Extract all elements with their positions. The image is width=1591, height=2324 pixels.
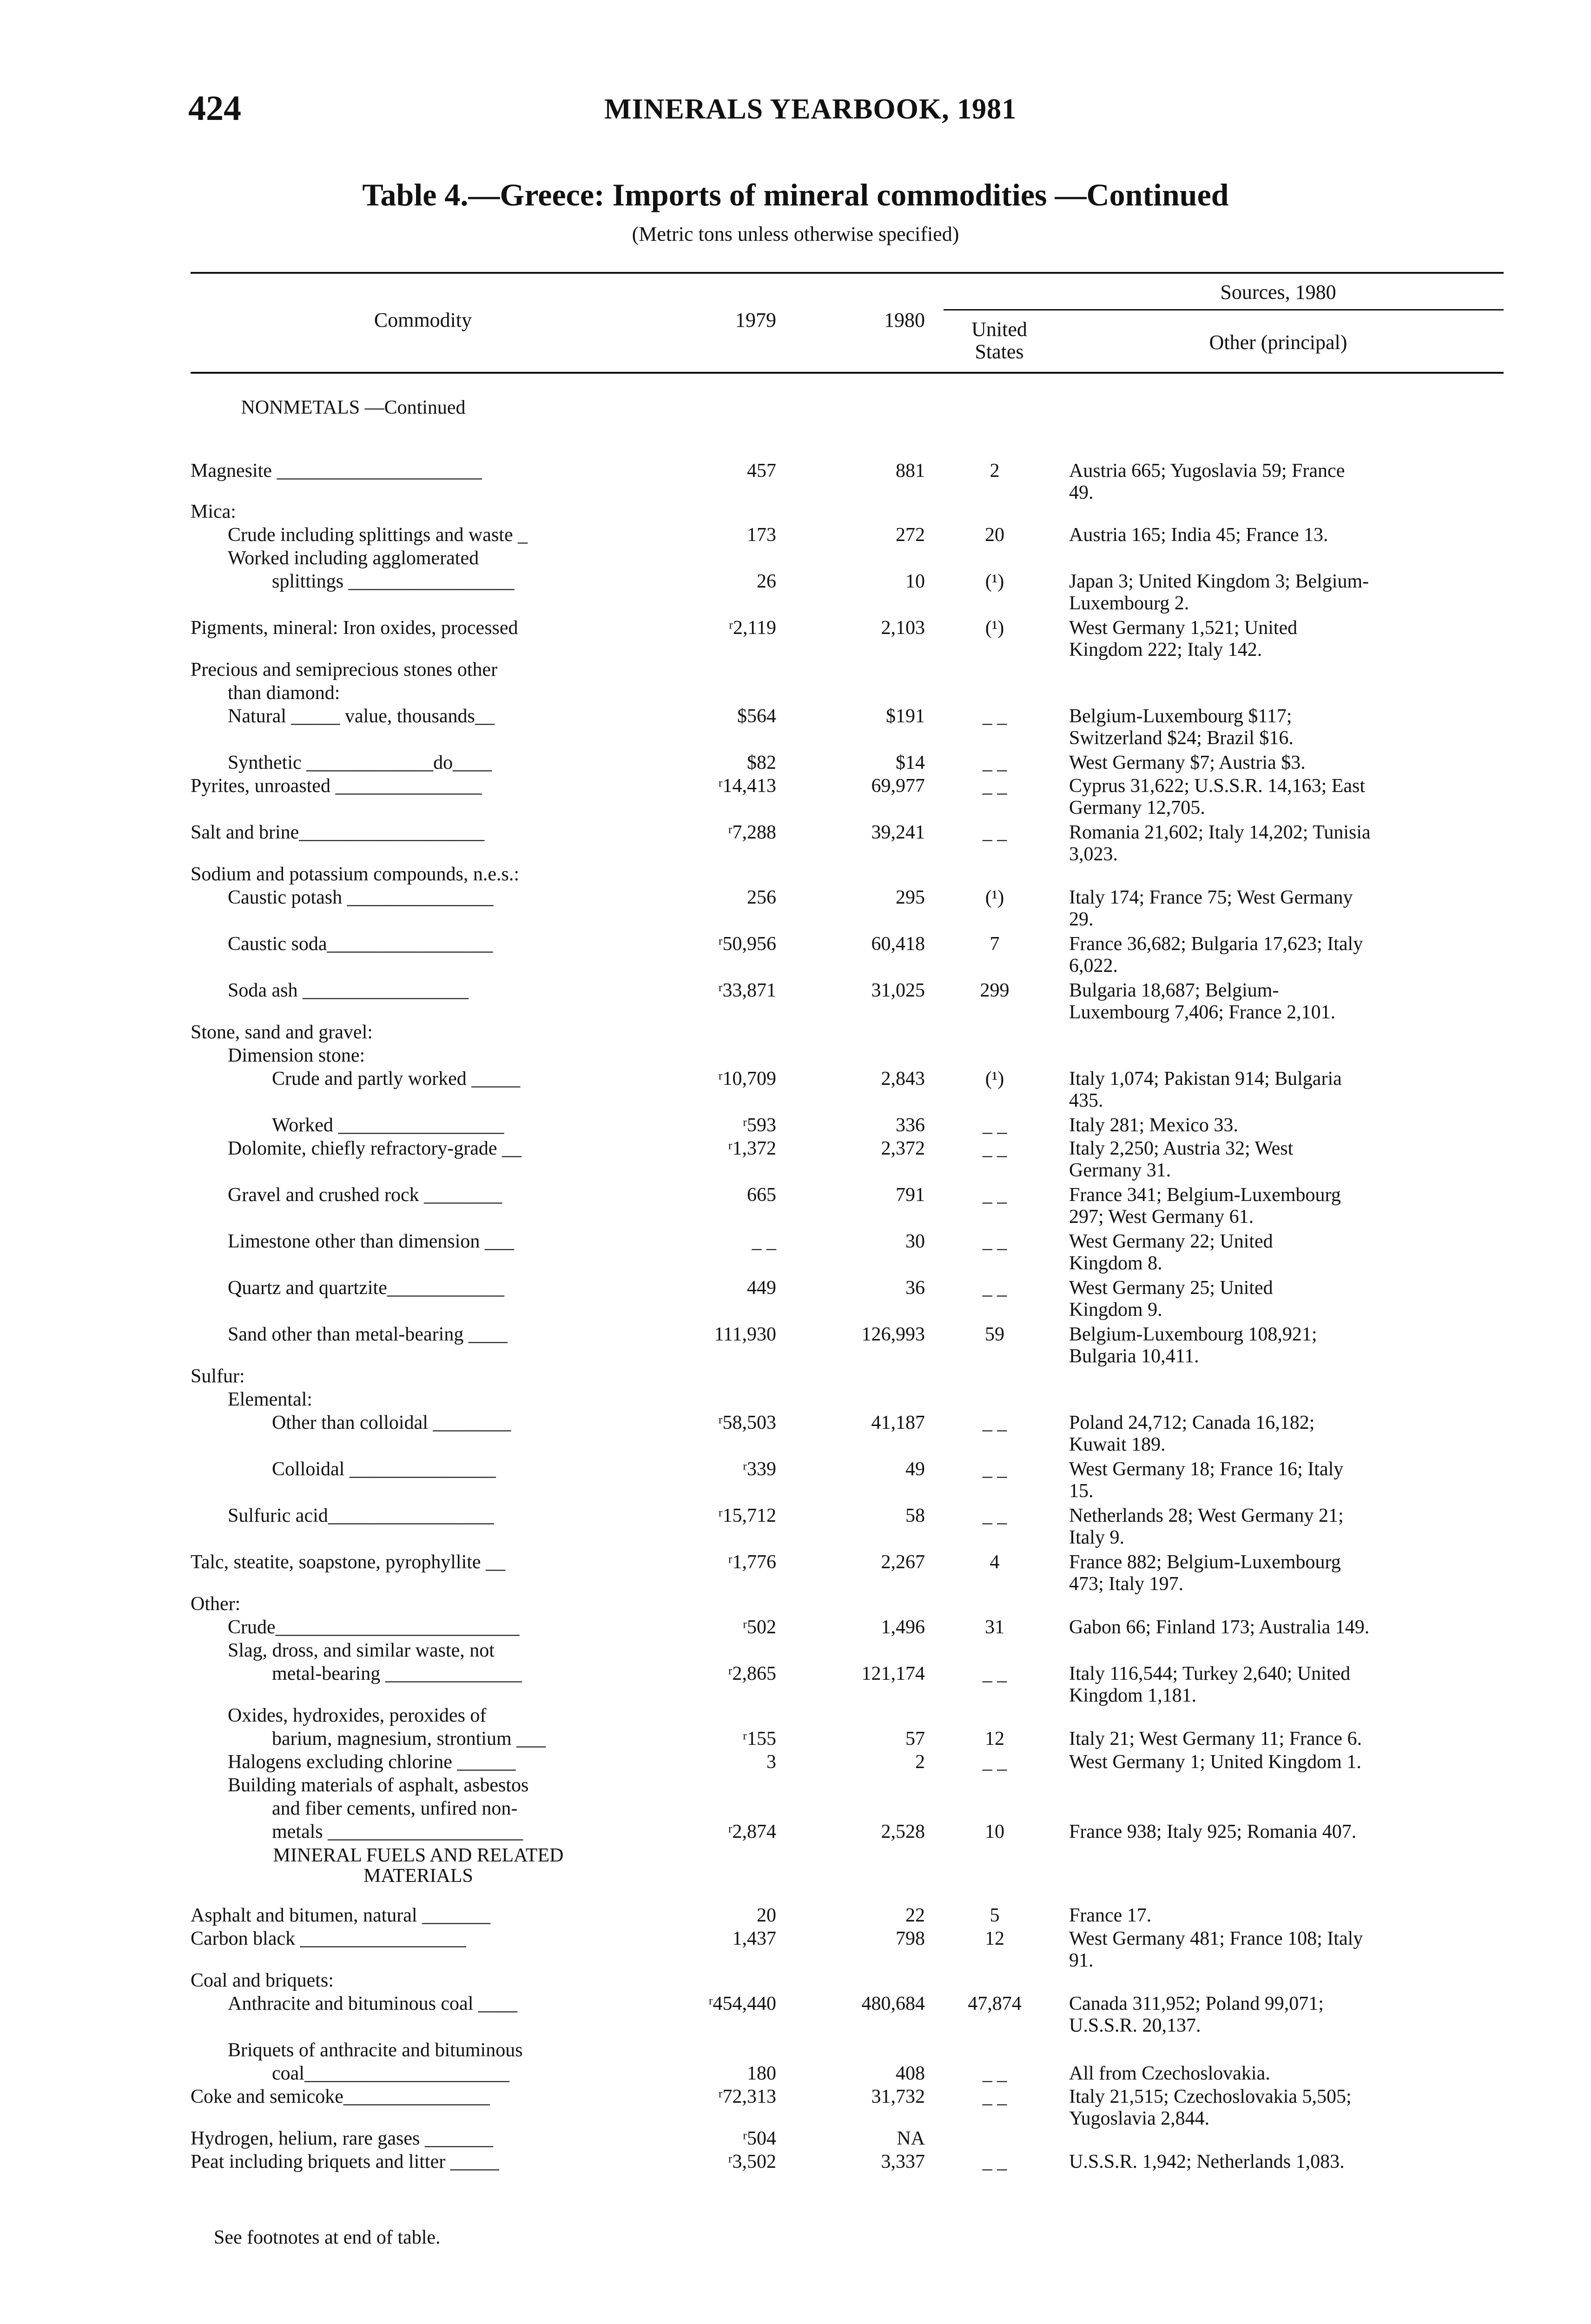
value-united-states: _ _: [982, 1277, 1007, 1299]
table-row: [0, 980, 1591, 1026]
commodity-label: Precious and semiprecious stones other: [191, 659, 498, 680]
other-sources: France 17.: [1069, 1905, 1152, 1926]
other-sources: Cyprus 31,622; U.S.S.R. 14,163; East Germany 12,705.: [1069, 775, 1366, 819]
commodity-label: Building materials of asphalt, asbestos: [228, 1775, 529, 1796]
table-row: [0, 1505, 1591, 1552]
commodity-label: Other than colloidal ________: [272, 1412, 511, 1433]
section-heading-row: [0, 397, 1591, 444]
value-united-states: 47,874: [968, 1993, 1022, 2014]
value-1979: ʳ2,119: [728, 617, 776, 639]
value-1979: $564: [737, 706, 776, 727]
table-row: [0, 617, 1591, 664]
other-sources: Belgium-Luxembourg 108,921; Bulgaria 10,411.: [1069, 1324, 1317, 1367]
value-united-states: _ _: [982, 1138, 1007, 1159]
value-united-states: 5: [990, 1905, 1000, 1926]
commodity-label: Other:: [191, 1593, 241, 1615]
other-sources: Canada 311,952; Poland 99,071; U.S.S.R. 20,137.: [1069, 1993, 1324, 2036]
value-1979: ʳ33,871: [718, 980, 776, 1001]
other-sources: West Germany 25; United Kingdom 9.: [1069, 1277, 1273, 1320]
commodity-label: Elemental:: [228, 1389, 312, 1410]
value-1979: 665: [747, 1184, 776, 1206]
value-1979: ʳ339: [742, 1459, 776, 1480]
value-united-states: 299: [980, 980, 1010, 1001]
commodity-label: Crude_________________________: [228, 1617, 520, 1638]
other-sources: All from Czechoslovakia.: [1069, 2063, 1270, 2084]
value-1979: ʳ10,709: [718, 1068, 776, 1089]
table-row: [0, 706, 1591, 752]
value-1980: 2: [915, 1751, 925, 1773]
table-row: [0, 1277, 1591, 1324]
value-united-states: _ _: [982, 1115, 1007, 1136]
table-row: [0, 775, 1591, 822]
other-sources: Italy 21,515; Czechoslovakia 5,505; Yugoslavia 2,844.: [1069, 2086, 1352, 2129]
value-1979: 449: [747, 1277, 776, 1299]
other-sources: Italy 21; West Germany 11; France 6.: [1069, 1728, 1362, 1750]
value-1979: 26: [757, 571, 776, 592]
other-sources: Italy 281; Mexico 33.: [1069, 1115, 1238, 1136]
commodity-label: Caustic potash _______________: [228, 887, 494, 908]
commodity-label: and fiber cements, unfired non-: [272, 1798, 518, 1819]
commodity-label: metal-bearing ______________: [272, 1663, 522, 1684]
value-1980: 2,103: [881, 617, 925, 639]
value-united-states: _ _: [982, 822, 1007, 843]
value-1980: 408: [896, 2063, 925, 2084]
value-1980: 3,337: [881, 2151, 925, 2172]
value-united-states: _ _: [982, 1505, 1007, 1526]
table-row: [0, 1993, 1591, 2040]
commodity-label: Dimension stone:: [228, 1045, 365, 1066]
value-united-states: _ _: [982, 2086, 1007, 2107]
table-row: [0, 1231, 1591, 1277]
commodity-label: Pyrites, unroasted _______________: [191, 775, 482, 797]
value-united-states: (¹): [985, 887, 1004, 908]
value-1979: 1,437: [732, 1928, 776, 1949]
value-united-states: 2: [990, 460, 1000, 482]
other-sources: Bulgaria 18,687; Belgium- Luxembourg 7,406; France 2,101.: [1069, 980, 1336, 1023]
value-united-states: 59: [985, 1324, 1004, 1345]
value-1979: 457: [747, 460, 776, 482]
header-united-states: United States: [971, 318, 1027, 363]
value-1979: 3: [766, 1751, 776, 1773]
other-sources: West Germany 22; United Kingdom 8.: [1069, 1231, 1273, 1274]
value-1980: 121,174: [861, 1663, 925, 1684]
table-row: [0, 1552, 1591, 1598]
value-united-states: _ _: [982, 2063, 1007, 2084]
commodity-label: Talc, steatite, soapstone, pyrophyllite __: [191, 1552, 506, 1573]
value-1980: 126,993: [861, 1324, 925, 1345]
value-1980: 41,187: [871, 1412, 925, 1433]
other-sources: Italy 116,544; Turkey 2,640; United Kingdom 1,181.: [1069, 1663, 1351, 1706]
value-united-states: _ _: [982, 1412, 1007, 1433]
commodity-label: Crude and partly worked _____: [272, 1068, 521, 1089]
table-subtitle: (Metric tons unless otherwise specified): [632, 223, 959, 245]
commodity-label: Worked _________________: [272, 1115, 504, 1136]
other-sources: France 36,682; Bulgaria 17,623; Italy 6,022.: [1069, 933, 1363, 977]
commodity-label: Oxides, hydroxides, peroxides of: [228, 1705, 487, 1726]
other-sources: Italy 174; France 75; West Germany 29.: [1069, 887, 1353, 930]
other-sources: West Germany $7; Austria $3.: [1069, 752, 1306, 773]
table-row: [0, 1459, 1591, 1505]
header-1980: 1980: [884, 309, 925, 331]
value-1980: 295: [896, 887, 925, 908]
value-1980: 272: [896, 524, 925, 546]
commodity-label: Sand other than metal-bearing ____: [228, 1324, 508, 1345]
commodity-label: Anthracite and bituminous coal ____: [228, 1993, 517, 2014]
value-1979: ʳ14,413: [718, 775, 776, 797]
value-united-states: _ _: [982, 775, 1007, 797]
value-united-states: _ _: [982, 752, 1007, 773]
value-1980: 49: [905, 1459, 925, 1480]
header-sources: Sources, 1980: [1220, 281, 1336, 304]
commodity-label: Colloidal _______________: [272, 1459, 496, 1480]
value-1979: ʳ15,712: [718, 1505, 776, 1526]
table-row: [0, 1068, 1591, 1115]
value-1980: 480,684: [861, 1993, 925, 2014]
commodity-label: Soda ash _________________: [228, 980, 469, 1001]
value-1979: ʳ504: [742, 2128, 776, 2149]
value-1979: 111,930: [714, 1324, 776, 1345]
value-1979: $82: [747, 752, 776, 773]
value-1980: 2,267: [881, 1552, 925, 1573]
commodity-label: than diamond:: [228, 682, 340, 704]
value-1980: 2,372: [881, 1138, 925, 1159]
value-united-states: _ _: [982, 1459, 1007, 1480]
value-1979: ʳ1,372: [728, 1138, 776, 1159]
section-heading: NONMETALS —Continued: [241, 397, 466, 418]
other-sources: West Germany 18; France 16; Italy 15.: [1069, 1459, 1344, 1502]
value-1980: 60,418: [871, 933, 925, 955]
other-sources: Japan 3; United Kingdom 3; Belgium- Luxembourg 2.: [1069, 571, 1369, 614]
value-1979: 180: [747, 2063, 776, 2084]
commodity-label: Magnesite _____________________: [191, 460, 482, 482]
value-united-states: 12: [985, 1728, 1004, 1750]
commodity-label: Stone, sand and gravel:: [191, 1022, 373, 1043]
other-sources: Gabon 66; Finland 173; Australia 149.: [1069, 1617, 1370, 1638]
value-united-states: _ _: [982, 1663, 1007, 1684]
other-sources: Austria 665; Yugoslavia 59; France 49.: [1069, 460, 1345, 503]
commodity-label: barium, magnesium, strontium ___: [272, 1728, 546, 1750]
other-sources: France 882; Belgium-Luxembourg 473; Italy 197.: [1069, 1552, 1341, 1595]
commodity-label: Salt and brine___________________: [191, 822, 485, 843]
value-1979: ʳ2,865: [728, 1663, 776, 1684]
value-1980: 36: [905, 1277, 925, 1299]
value-1980: 336: [896, 1115, 925, 1136]
value-united-states: 7: [990, 933, 1000, 955]
value-united-states: _ _: [982, 1231, 1007, 1252]
commodity-label: Caustic soda_________________: [228, 933, 493, 955]
other-sources: West Germany 1,521; United Kingdom 222; Italy 142.: [1069, 617, 1298, 660]
commodity-label: Natural _____ value, thousands__: [228, 706, 495, 727]
table-row: [0, 1663, 1591, 1710]
table-title: Table 4.—Greece: Imports of mineral commodities —Continued: [362, 177, 1229, 212]
table-row: [0, 571, 1591, 617]
commodity-label: Carbon black _________________: [191, 1928, 466, 1949]
value-1980: 2,843: [881, 1068, 925, 1089]
commodity-label: Synthetic _____________do____: [228, 752, 492, 773]
other-sources: Italy 2,250; Austria 32; West Germany 31.: [1069, 1138, 1294, 1181]
value-united-states: _ _: [982, 1751, 1007, 1773]
value-1980: 22: [905, 1905, 925, 1926]
table-row: [0, 2151, 1591, 2198]
other-sources: Belgium-Luxembourg $117; Switzerland $24; Brazil $16.: [1069, 706, 1294, 749]
value-united-states: (¹): [985, 617, 1004, 639]
table-row: [0, 1138, 1591, 1184]
table-row: [0, 887, 1591, 933]
value-1979: ʳ7,288: [728, 822, 776, 843]
value-united-states: (¹): [985, 1068, 1004, 1089]
value-1980: 31,732: [871, 2086, 925, 2107]
table-row: [0, 1184, 1591, 1231]
value-united-states: 12: [985, 1928, 1004, 1949]
value-1979: 256: [747, 887, 776, 908]
value-united-states: 4: [990, 1552, 1000, 1573]
value-1979: ʳ593: [742, 1115, 776, 1136]
commodity-label: Mica:: [191, 501, 236, 522]
value-united-states: 31: [985, 1617, 1004, 1638]
commodity-label: Hydrogen, helium, rare gases _______: [191, 2128, 493, 2149]
commodity-label: Quartz and quartzite____________: [228, 1277, 504, 1299]
commodity-label: Slag, dross, and similar waste, not: [228, 1640, 495, 1661]
value-1980: 58: [905, 1505, 925, 1526]
other-sources: France 938; Italy 925; Romania 407.: [1069, 1821, 1357, 1842]
value-1980: 2,528: [881, 1821, 925, 1842]
page-number: 424: [188, 89, 241, 128]
value-1980: $14: [896, 752, 925, 773]
commodity-label: Halogens excluding chlorine ______: [228, 1751, 516, 1773]
value-1980: 798: [896, 1928, 925, 1949]
value-1980: $191: [886, 706, 925, 727]
value-1980: 791: [896, 1184, 925, 1206]
table-row: [0, 1928, 1591, 1974]
other-sources: West Germany 481; France 108; Italy 91.: [1069, 1928, 1363, 1971]
other-sources: Netherlands 28; West Germany 21; Italy 9.: [1069, 1505, 1344, 1548]
value-1980: 57: [905, 1728, 925, 1750]
commodity-label: Sulfuric acid_________________: [228, 1505, 494, 1526]
commodity-label: Dolomite, chiefly refractory-grade __: [228, 1138, 522, 1159]
commodity-label: Gravel and crushed rock ________: [228, 1184, 502, 1206]
value-1979: _ _: [752, 1231, 776, 1252]
value-1979: ʳ58,503: [718, 1412, 776, 1433]
commodity-label: metals ____________________: [272, 1821, 523, 1842]
value-1979: ʳ50,956: [718, 933, 776, 955]
value-united-states: (¹): [985, 571, 1004, 592]
header-other: Other (principal): [1209, 331, 1347, 354]
value-1980: NA: [897, 2128, 925, 2149]
value-1980: 1,496: [881, 1617, 925, 1638]
table-footnote: See footnotes at end of table.: [214, 2227, 441, 2248]
value-1979: ʳ72,313: [718, 2086, 776, 2107]
section-heading: MINERAL FUELS AND RELATED MATERIALS: [273, 1845, 564, 1886]
table-row: [0, 1412, 1591, 1459]
value-1979: ʳ3,502: [728, 2151, 776, 2172]
header-1979: 1979: [735, 309, 776, 331]
other-sources: Italy 1,074; Pakistan 914; Bulgaria 435.: [1069, 1068, 1342, 1111]
value-1980: 39,241: [871, 822, 925, 843]
table-row: [0, 822, 1591, 868]
commodity-label: Briquets of anthracite and bituminous: [228, 2040, 523, 2061]
value-1979: ʳ155: [742, 1728, 776, 1750]
value-1979: ʳ2,874: [728, 1821, 776, 1842]
commodity-label: Coal and briquets:: [191, 1970, 334, 1991]
header-commodity: Commodity: [374, 309, 472, 331]
table-row: [0, 933, 1591, 980]
commodity-label: Crude including splittings and waste _: [228, 524, 528, 546]
other-sources: Austria 165; India 45; France 13.: [1069, 524, 1328, 546]
value-1980: 69,977: [871, 775, 925, 797]
table-row: [0, 1324, 1591, 1370]
value-united-states: 10: [985, 1821, 1004, 1842]
value-1980: 30: [905, 1231, 925, 1252]
commodity-label: coal_____________________: [272, 2063, 509, 2084]
running-head: MINERALS YEARBOOK, 1981: [604, 93, 1017, 125]
value-united-states: _ _: [982, 2151, 1007, 2172]
commodity-label: Asphalt and bitumen, natural _______: [191, 1905, 491, 1926]
commodity-label: Sulfur:: [191, 1366, 245, 1387]
other-sources: France 341; Belgium-Luxembourg 297; West Germany 61.: [1069, 1184, 1341, 1228]
value-united-states: _ _: [982, 706, 1007, 727]
value-1979: ʳ502: [742, 1617, 776, 1638]
value-1980: 881: [896, 460, 925, 482]
other-sources: West Germany 1; United Kingdom 1.: [1069, 1751, 1361, 1773]
commodity-label: Sodium and potassium compounds, n.e.s.:: [191, 864, 519, 885]
commodity-label: Worked including agglomerated: [228, 548, 479, 569]
commodity-label: Peat including briquets and litter _____: [191, 2151, 499, 2172]
value-1979: 20: [757, 1905, 776, 1926]
value-1979: ʳ1,776: [728, 1552, 776, 1573]
commodity-label: splittings _________________: [272, 571, 515, 592]
section-heading-row: [0, 1845, 1591, 1892]
value-1979: ʳ454,440: [708, 1993, 776, 2014]
value-1980: 31,025: [871, 980, 925, 1001]
commodity-label: Limestone other than dimension ___: [228, 1231, 514, 1252]
other-sources: U.S.S.R. 1,942; Netherlands 1,083.: [1069, 2151, 1345, 2172]
table-row: [0, 460, 1591, 507]
other-sources: Romania 21,602; Italy 14,202; Tunisia 3,023.: [1069, 822, 1371, 865]
value-united-states: _ _: [982, 1184, 1007, 1206]
value-united-states: 20: [985, 524, 1004, 546]
value-1979: 173: [747, 524, 776, 546]
commodity-label: Pigments, mineral: Iron oxides, processed: [191, 617, 518, 639]
other-sources: Poland 24,712; Canada 16,182; Kuwait 189.: [1069, 1412, 1315, 1455]
commodity-label: Coke and semicoke_______________: [191, 2086, 490, 2107]
value-1980: 10: [905, 571, 925, 592]
table-row: [0, 2086, 1591, 2133]
